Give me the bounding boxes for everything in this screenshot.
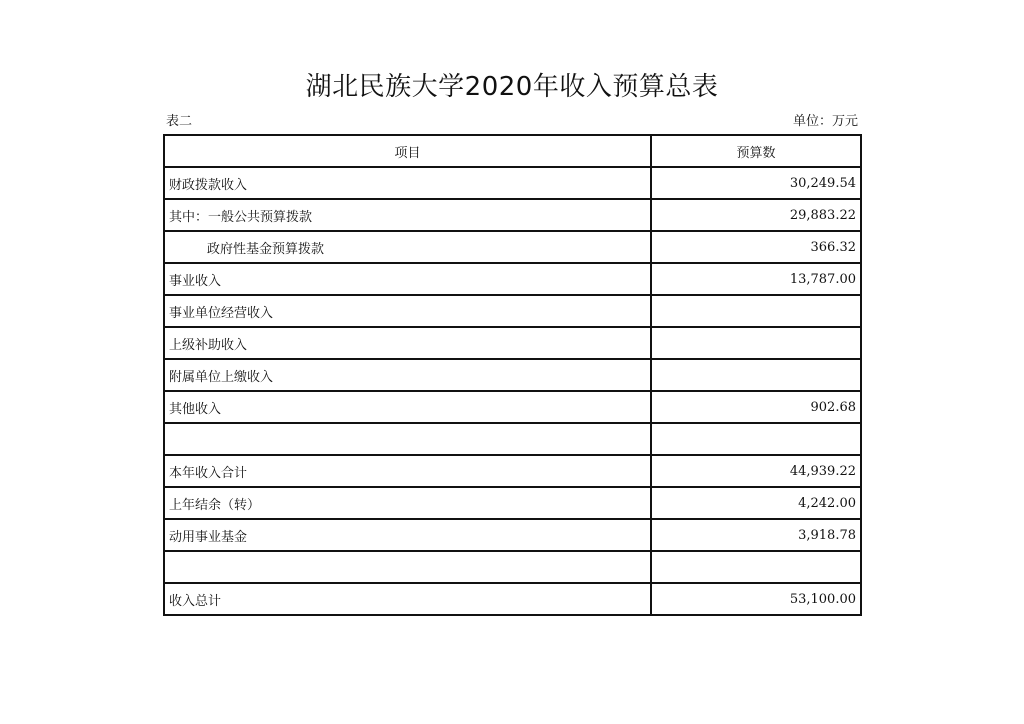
page-title: 湖北民族大学2020年收入预算总表 <box>305 72 719 102</box>
income-budget-table <box>163 134 862 616</box>
row-item-label: 收入总计 <box>164 583 651 615</box>
table-row <box>164 295 861 327</box>
row-item-label: 其他收入 <box>164 391 651 423</box>
table-row <box>164 423 861 455</box>
row-item-label: 政府性基金预算拨款 <box>164 231 651 263</box>
row-item-label: 其中：一般公共预算拨款 <box>164 199 651 231</box>
row-item-label: 财政拨款收入 <box>164 167 651 199</box>
table-row <box>164 519 861 551</box>
row-amount: 4,242.00 <box>651 487 861 519</box>
row-item-label: 事业收入 <box>164 263 651 295</box>
row-amount <box>651 423 861 455</box>
column-header-item: 项目 <box>164 135 651 167</box>
table-row <box>164 199 861 231</box>
row-item-label: 本年收入合计 <box>164 455 651 487</box>
table-row <box>164 327 861 359</box>
row-amount: 44,939.22 <box>651 455 861 487</box>
row-amount: 366.32 <box>651 231 861 263</box>
row-item-label: 动用事业基金 <box>164 519 651 551</box>
row-item-label: 事业单位经营收入 <box>164 295 651 327</box>
table-row <box>164 231 861 263</box>
column-header-budget: 预算数 <box>651 135 861 167</box>
row-item-label <box>164 423 651 455</box>
table-row <box>164 359 861 391</box>
table-row <box>164 487 861 519</box>
row-item-label <box>164 551 651 583</box>
row-item-label: 附属单位上缴收入 <box>164 359 651 391</box>
table-row <box>164 263 861 295</box>
table-row <box>164 583 861 615</box>
row-item-label: 上年结余（转） <box>164 487 651 519</box>
row-amount: 29,883.22 <box>651 199 861 231</box>
row-amount <box>651 327 861 359</box>
table-row <box>164 167 861 199</box>
unit-label: 单位：万元 <box>792 114 858 129</box>
table-row <box>164 551 861 583</box>
row-amount: 3,918.78 <box>651 519 861 551</box>
table-header-row <box>164 135 861 167</box>
row-amount: 13,787.00 <box>651 263 861 295</box>
row-amount <box>651 359 861 391</box>
row-item-label: 上级补助收入 <box>164 327 651 359</box>
row-amount: 53,100.00 <box>651 583 861 615</box>
row-amount: 30,249.54 <box>651 167 861 199</box>
table-number-label: 表二 <box>166 114 193 129</box>
table-row <box>164 455 861 487</box>
row-amount <box>651 551 861 583</box>
row-amount: 902.68 <box>651 391 861 423</box>
table-row <box>164 391 861 423</box>
row-amount <box>651 295 861 327</box>
